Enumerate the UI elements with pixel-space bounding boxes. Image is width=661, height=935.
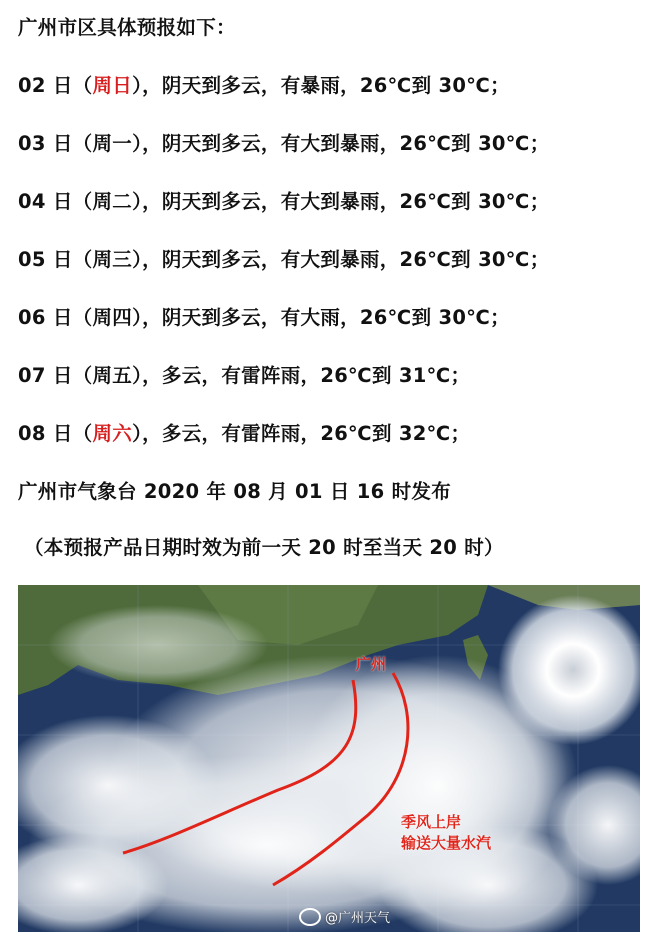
forecast-weekday: 周六 [92,422,133,445]
forecast-line [18,302,510,330]
forecast-detail: ，阴天到多云，有大雨，26℃到 30℃； [142,306,510,329]
forecast-line [18,186,550,214]
watermark-text: @广州天气 [324,911,390,926]
paren-close: ） [132,422,143,445]
issuer-line: 广州市气象台 2020 年 08 月 01 日 16 时发布 [18,480,451,503]
forecast-weekday: 周二 [92,190,133,213]
forecast-weekday: 周五 [92,364,133,387]
watermark [299,907,390,926]
paren-open: （ [72,306,93,329]
forecast-date: 02 日 [18,74,73,97]
forecast-date: 07 日 [18,364,73,387]
forecast-line [18,418,470,446]
paren-close: ） [132,364,143,387]
paren-open: （ [72,422,93,445]
paren-open: （ [72,74,93,97]
satellite-image [18,585,640,932]
paren-open: （ [72,132,93,155]
paren-open: （ [72,248,93,271]
forecast-detail: ，阴天到多云，有大到暴雨，26℃到 30℃； [142,248,550,271]
forecast-date: 04 日 [18,190,73,213]
paren-open: （ [72,190,93,213]
paren-open: （ [72,364,93,387]
forecast-line [18,244,550,272]
forecast-date: 05 日 [18,248,73,271]
paren-close: ） [132,74,143,97]
forecast-detail: ，阴天到多云，有暴雨，26℃到 30℃； [142,74,510,97]
forecast-detail: ，多云，有雷阵雨，26℃到 32℃； [142,422,471,445]
forecast-weekday: 周一 [92,132,133,155]
city-label: 广州 [356,655,387,673]
forecast-weekday: 周三 [92,248,133,271]
forecast-weekday: 周四 [92,306,133,329]
forecast-weekday: 周日 [92,74,133,97]
forecast-date: 03 日 [18,132,73,155]
paren-close: ） [132,248,143,271]
forecast-line [18,360,470,388]
paren-close: ） [132,132,143,155]
validity-note: （本预报产品日期时效为前一天 20 时至当天 20 时） [24,536,504,559]
forecast-detail: ，多云，有雷阵雨，26℃到 31℃； [142,364,471,387]
forecast-date: 06 日 [18,306,73,329]
forecast-line [18,70,510,98]
paren-close: ） [132,190,143,213]
heading: 广州市区具体预报如下： [18,16,236,39]
weibo-icon [299,908,321,926]
forecast-date: 08 日 [18,422,73,445]
paren-close: ） [132,306,143,329]
arrow-label-2: 输送大量水汽 [401,834,492,852]
forecast-line [18,128,550,156]
forecast-detail: ，阴天到多云，有大到暴雨，26℃到 30℃； [142,132,550,155]
forecast-detail: ，阴天到多云，有大到暴雨，26℃到 30℃； [142,190,550,213]
arrow-label-1: 季风上岸 [401,813,462,831]
